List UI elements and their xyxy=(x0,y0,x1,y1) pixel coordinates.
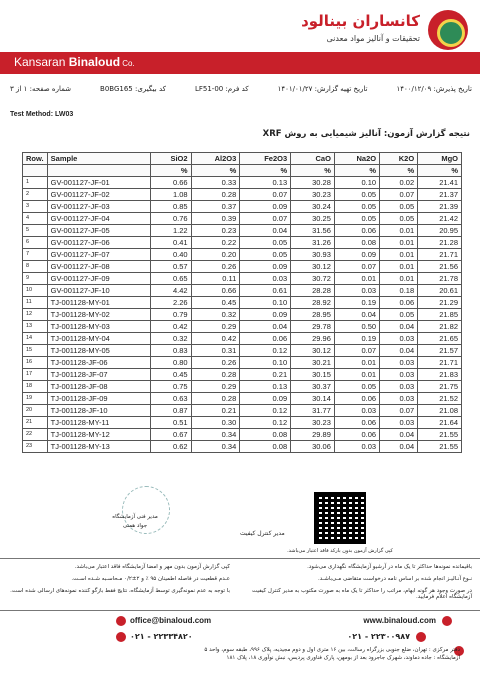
value-cell: 0.13 xyxy=(240,177,291,189)
value-cell: 21.57 xyxy=(418,345,462,357)
value-cell: 0.03 xyxy=(380,417,418,429)
table-row xyxy=(23,297,462,309)
unit-cell: % xyxy=(418,165,462,177)
row-number: 8 xyxy=(23,261,48,273)
table-row xyxy=(23,405,462,417)
value-cell: 0.23 xyxy=(191,225,240,237)
value-cell: 0.09 xyxy=(240,309,291,321)
sample-id: TJ-001128-JF-10 xyxy=(47,405,150,417)
sample-id: GV-001127-JF-01 xyxy=(47,177,150,189)
value-cell: 30.12 xyxy=(291,261,335,273)
table-row xyxy=(23,225,462,237)
sample-id: TJ-001128-JF-06 xyxy=(47,357,150,369)
table-row xyxy=(23,261,462,273)
value-cell: 0.61 xyxy=(240,285,291,297)
table-row xyxy=(23,345,462,357)
value-cell: 0.26 xyxy=(191,357,240,369)
row-number: 20 xyxy=(23,405,48,417)
column-header: SiO2 xyxy=(150,153,191,165)
value-cell: 28.28 xyxy=(291,285,335,297)
table-row xyxy=(23,369,462,381)
value-cell: 31.26 xyxy=(291,237,335,249)
value-cell: 30.25 xyxy=(291,213,335,225)
unit-cell xyxy=(23,165,48,177)
value-cell: 1.08 xyxy=(150,189,191,201)
value-cell: 30.28 xyxy=(291,177,335,189)
value-cell: 28.92 xyxy=(291,297,335,309)
sample-id: GV-001127-JF-08 xyxy=(47,261,150,273)
value-cell: 21.78 xyxy=(418,273,462,285)
value-cell: 0.13 xyxy=(240,381,291,393)
value-cell: 21.85 xyxy=(418,309,462,321)
sample-id: TJ-001128-JF-08 xyxy=(47,381,150,393)
row-number: 19 xyxy=(23,393,48,405)
value-cell: 30.23 xyxy=(291,189,335,201)
value-cell: 30.37 xyxy=(291,381,335,393)
value-cell: 0.03 xyxy=(380,369,418,381)
footer-divider xyxy=(0,610,480,611)
value-cell: 29.89 xyxy=(291,429,335,441)
row-number: 4 xyxy=(23,213,48,225)
value-cell: 21.82 xyxy=(418,321,462,333)
value-cell: 20.61 xyxy=(418,285,462,297)
value-cell: 0.03 xyxy=(240,273,291,285)
value-cell: 0.45 xyxy=(150,369,191,381)
table-units-row xyxy=(23,165,462,177)
brand-en-bold: Binaloud xyxy=(68,55,121,69)
value-cell: 0.85 xyxy=(150,201,191,213)
value-cell: 4.42 xyxy=(150,285,191,297)
value-cell: 0.03 xyxy=(380,381,418,393)
value-cell: 0.62 xyxy=(150,441,191,453)
table-row xyxy=(23,381,462,393)
value-cell: 0.18 xyxy=(380,285,418,297)
value-cell: 2.26 xyxy=(150,297,191,309)
quality-manager-label: مدیر کنترل کیفیت xyxy=(240,530,285,537)
value-cell: 0.01 xyxy=(380,273,418,285)
table-row xyxy=(23,189,462,201)
value-cell: 0.04 xyxy=(380,321,418,333)
note-left-3: با توجه به عدم نمونه‌گیری توسط آزمایشگاه، نتایج فقط بازگو کننده نمونه‌های ارسالی شده است. xyxy=(10,588,230,594)
row-number: 7 xyxy=(23,249,48,261)
value-cell: 21.55 xyxy=(418,441,462,453)
sample-id: GV-001127-JF-10 xyxy=(47,285,150,297)
value-cell: 21.39 xyxy=(418,201,462,213)
column-header: K2O xyxy=(380,153,418,165)
value-cell: 0.63 xyxy=(150,393,191,405)
unit-cell xyxy=(47,165,150,177)
brand-subtitle: تحقیقات و آنالیز مواد معدنی xyxy=(326,34,420,43)
sample-id: GV-001127-JF-05 xyxy=(47,225,150,237)
value-cell: 21.28 xyxy=(418,237,462,249)
test-method: Test Method: LW03 xyxy=(10,111,74,118)
row-number: 15 xyxy=(23,345,48,357)
value-cell: 0.20 xyxy=(191,249,240,261)
globe-icon xyxy=(442,616,452,626)
value-cell: 0.03 xyxy=(380,333,418,345)
company-logo xyxy=(428,10,468,50)
sample-id: TJ-001128-JF-09 xyxy=(47,393,150,405)
footer-tel-1: ۰۲۱ - ۲۲۳۰۰۹۸۷ xyxy=(347,632,410,641)
table-row xyxy=(23,321,462,333)
value-cell: 29.96 xyxy=(291,333,335,345)
column-header: Row. xyxy=(23,153,48,165)
table-row xyxy=(23,237,462,249)
email-icon xyxy=(116,616,126,626)
value-cell: 30.72 xyxy=(291,273,335,285)
value-cell: 0.19 xyxy=(334,297,379,309)
value-cell: 21.64 xyxy=(418,417,462,429)
table-row xyxy=(23,201,462,213)
qr-caption: کپی گزارش آزمون بدون بارکد فاقد اعتبار می‌باشد. xyxy=(287,548,393,554)
value-cell: 21.29 xyxy=(418,297,462,309)
brand-name-fa: کانساران بینالود xyxy=(301,12,420,30)
row-number: 12 xyxy=(23,309,48,321)
table-row xyxy=(23,285,462,297)
qr-code xyxy=(314,492,366,544)
value-cell: 21.65 xyxy=(418,333,462,345)
value-cell: 0.21 xyxy=(191,405,240,417)
value-cell: 0.04 xyxy=(380,429,418,441)
sample-id: GV-001127-JF-06 xyxy=(47,237,150,249)
value-cell: 1.22 xyxy=(150,225,191,237)
value-cell: 0.12 xyxy=(240,417,291,429)
notes-section xyxy=(10,560,472,610)
table-row xyxy=(23,417,462,429)
value-cell: 0.22 xyxy=(191,237,240,249)
value-cell: 0.06 xyxy=(380,297,418,309)
value-cell: 0.03 xyxy=(334,285,379,297)
phone-icon xyxy=(116,632,126,642)
value-cell: 0.03 xyxy=(380,357,418,369)
value-cell: 21.41 xyxy=(418,177,462,189)
value-cell: 0.09 xyxy=(240,201,291,213)
row-number: 6 xyxy=(23,237,48,249)
value-cell: 0.42 xyxy=(191,333,240,345)
meta-customer-code: کد بیگیری: B0BG165 xyxy=(100,85,166,93)
row-number: 18 xyxy=(23,381,48,393)
row-number: 9 xyxy=(23,273,48,285)
value-cell: 0.04 xyxy=(380,441,418,453)
value-cell: 0.87 xyxy=(150,405,191,417)
value-cell: 0.03 xyxy=(334,441,379,453)
value-cell: 0.19 xyxy=(334,333,379,345)
row-number: 13 xyxy=(23,321,48,333)
value-cell: 0.10 xyxy=(240,297,291,309)
lab-manager-label: مدیر فنی آزمایشگاه xyxy=(112,514,158,520)
value-cell: 0.07 xyxy=(240,189,291,201)
lab-manager-name: جواد همتی xyxy=(122,523,148,529)
row-number: 14 xyxy=(23,333,48,345)
value-cell: 0.09 xyxy=(240,261,291,273)
value-cell: 31.77 xyxy=(291,405,335,417)
sample-id: TJ-001128-MY-05 xyxy=(47,345,150,357)
value-cell: 0.05 xyxy=(380,309,418,321)
value-cell: 0.29 xyxy=(191,321,240,333)
footer-tel-2: ۰۲۱ - ۲۲۳۳۴۸۲۰ xyxy=(130,632,193,641)
footer-email[interactable]: office@binaloud.com xyxy=(130,616,212,625)
value-cell: 0.66 xyxy=(191,285,240,297)
value-cell: 0.03 xyxy=(380,393,418,405)
meta-page: شماره صفحه: ۱ از ۳ xyxy=(10,85,72,93)
value-cell: 21.55 xyxy=(418,429,462,441)
value-cell: 0.07 xyxy=(334,345,379,357)
table-row xyxy=(23,333,462,345)
note-right-1: باقیمانده نمونه‌ها حداکثر تا یک ماه در آرشیو آزمایشگاه نگهداری می‌شود. xyxy=(307,564,472,570)
value-cell: 0.05 xyxy=(334,189,379,201)
value-cell: 31.56 xyxy=(291,225,335,237)
value-cell: 0.09 xyxy=(334,249,379,261)
value-cell: 0.08 xyxy=(240,441,291,453)
note-left-2: عـدم قطعیت در فاصله اطمینان ۹۵ ٪ و ۲±۰/۲ مـحاسـبه شـده اسـت. xyxy=(71,576,230,582)
table-row xyxy=(23,429,462,441)
table-header-row xyxy=(23,153,462,165)
value-cell: 0.01 xyxy=(334,357,379,369)
value-cell: 0.66 xyxy=(150,177,191,189)
value-cell: 21.08 xyxy=(418,405,462,417)
value-cell: 0.05 xyxy=(334,381,379,393)
table-row xyxy=(23,357,462,369)
row-number: 16 xyxy=(23,357,48,369)
footer-address xyxy=(40,646,460,662)
value-cell: 0.05 xyxy=(334,213,379,225)
value-cell: 0.01 xyxy=(380,237,418,249)
value-cell: 0.10 xyxy=(240,357,291,369)
value-cell: 0.08 xyxy=(334,237,379,249)
table-body xyxy=(23,177,462,453)
sample-id: TJ-001128-MY-03 xyxy=(47,321,150,333)
sample-id: TJ-001128-JF-07 xyxy=(47,369,150,381)
row-number: 23 xyxy=(23,441,48,453)
brand-en-prefix: Kansaran xyxy=(14,55,69,69)
row-number: 2 xyxy=(23,189,48,201)
value-cell: 0.42 xyxy=(150,321,191,333)
value-cell: 0.29 xyxy=(191,381,240,393)
value-cell: 21.83 xyxy=(418,369,462,381)
value-cell: 0.06 xyxy=(240,333,291,345)
column-header: Sample xyxy=(47,153,150,165)
meta-form-code: کد فرم: LF51-00 xyxy=(194,85,249,93)
sample-id: GV-001127-JF-02 xyxy=(47,189,150,201)
value-cell: 0.50 xyxy=(334,321,379,333)
value-cell: 0.28 xyxy=(191,369,240,381)
value-cell: 0.05 xyxy=(240,249,291,261)
value-cell: 0.01 xyxy=(380,225,418,237)
value-cell: 0.76 xyxy=(150,213,191,225)
notes-divider xyxy=(0,558,480,559)
value-cell: 21.71 xyxy=(418,357,462,369)
value-cell: 0.75 xyxy=(150,381,191,393)
value-cell: 30.93 xyxy=(291,249,335,261)
column-header: MgO xyxy=(418,153,462,165)
value-cell: 0.79 xyxy=(150,309,191,321)
value-cell: 0.39 xyxy=(191,213,240,225)
value-cell: 0.57 xyxy=(150,261,191,273)
value-cell: 0.37 xyxy=(191,201,240,213)
meta-received: تاریخ پذیرش: ۱۴۰۰/۱۲/۰۹ xyxy=(396,85,472,93)
value-cell: 0.80 xyxy=(150,357,191,369)
value-cell: 0.06 xyxy=(334,393,379,405)
row-number: 11 xyxy=(23,297,48,309)
report-title: نتیجه گزارش آزمون: آنالیز شیمیایی به روش XRF xyxy=(262,129,470,139)
unit-cell: % xyxy=(191,165,240,177)
value-cell: 0.07 xyxy=(380,189,418,201)
phone-icon xyxy=(416,632,426,642)
value-cell: 0.30 xyxy=(191,417,240,429)
value-cell: 30.14 xyxy=(291,393,335,405)
value-cell: 0.06 xyxy=(334,429,379,441)
value-cell: 21.52 xyxy=(418,393,462,405)
value-cell: 0.04 xyxy=(334,309,379,321)
column-header: Fe2O3 xyxy=(240,153,291,165)
footer-website[interactable]: www.binaloud.com xyxy=(363,616,436,625)
value-cell: 0.10 xyxy=(334,177,379,189)
value-cell: 0.01 xyxy=(380,249,418,261)
value-cell: 0.01 xyxy=(380,261,418,273)
value-cell: 0.34 xyxy=(191,429,240,441)
value-cell: 0.04 xyxy=(240,225,291,237)
value-cell: 0.05 xyxy=(334,201,379,213)
row-number: 1 xyxy=(23,177,48,189)
value-cell: 0.51 xyxy=(150,417,191,429)
value-cell: 0.02 xyxy=(380,177,418,189)
value-cell: 0.06 xyxy=(334,417,379,429)
value-cell: 21.42 xyxy=(418,213,462,225)
brand-name-en xyxy=(14,55,135,69)
value-cell: 28.95 xyxy=(291,309,335,321)
results-table xyxy=(22,152,462,453)
column-header: Al2O3 xyxy=(191,153,240,165)
value-cell: 0.45 xyxy=(191,297,240,309)
value-cell: 0.21 xyxy=(240,369,291,381)
value-cell: 0.06 xyxy=(334,225,379,237)
value-cell: 0.05 xyxy=(380,213,418,225)
value-cell: 0.65 xyxy=(150,273,191,285)
sample-id: GV-001127-JF-09 xyxy=(47,273,150,285)
unit-cell: % xyxy=(240,165,291,177)
value-cell: 0.05 xyxy=(240,237,291,249)
note-right-3: در صورت وجود هر گونه ابهام، مراتب را حداکثر تا یک ماه به صورت مکتوب به مدیر کنترل کیفیت آزمایشگاه اعلام فرمایید. xyxy=(252,588,472,600)
table-row xyxy=(23,249,462,261)
row-number: 17 xyxy=(23,369,48,381)
value-cell: 21.71 xyxy=(418,249,462,261)
value-cell: 0.26 xyxy=(191,261,240,273)
unit-cell: % xyxy=(150,165,191,177)
row-number: 22 xyxy=(23,429,48,441)
unit-cell: % xyxy=(380,165,418,177)
address-office: دفتر مرکزی : تهران، ضلع جنوبی بزرگراه رسالت، بین ۱۶ متری اول و دوم مجیدیه، پلاک ۹۹۶، طبقه سوم، واحد ۵ xyxy=(204,647,460,653)
value-cell: 30.06 xyxy=(291,441,335,453)
value-cell: 0.12 xyxy=(240,405,291,417)
sample-id: TJ-001128-MY-04 xyxy=(47,333,150,345)
note-left-1: کپی گزارش آزمون بدون مهر و امضا آزمایشگاه فاقد اعتبار می‌باشد. xyxy=(74,564,230,570)
sample-id: GV-001127-JF-03 xyxy=(47,201,150,213)
value-cell: 21.75 xyxy=(418,381,462,393)
value-cell: 0.83 xyxy=(150,345,191,357)
unit-cell: % xyxy=(334,165,379,177)
sample-id: GV-001127-JF-04 xyxy=(47,213,150,225)
value-cell: 0.09 xyxy=(240,393,291,405)
value-cell: 0.28 xyxy=(191,393,240,405)
table-row xyxy=(23,213,462,225)
report-meta xyxy=(10,85,472,99)
value-cell: 0.04 xyxy=(240,321,291,333)
row-number: 21 xyxy=(23,417,48,429)
table-row xyxy=(23,441,462,453)
column-header: CaO xyxy=(291,153,335,165)
row-number: 3 xyxy=(23,201,48,213)
value-cell: 0.41 xyxy=(150,237,191,249)
sample-id: TJ-001128-MY-02 xyxy=(47,309,150,321)
value-cell: 30.21 xyxy=(291,357,335,369)
sample-id: TJ-001128-MY-13 xyxy=(47,441,150,453)
note-right-2: نـوع آنـالیـز انجام شده بر اساس نامه درخواست متقاضی مـی‌باشـد. xyxy=(318,576,472,582)
sample-id: TJ-001128-MY-11 xyxy=(47,417,150,429)
value-cell: 0.07 xyxy=(380,405,418,417)
meta-report-date: تاریخ تهیه گزارش: ۱۴۰۱/۰۱/۲۷ xyxy=(277,85,368,93)
table-row xyxy=(23,309,462,321)
value-cell: 30.24 xyxy=(291,201,335,213)
value-cell: 0.03 xyxy=(334,405,379,417)
value-cell: 0.34 xyxy=(191,441,240,453)
unit-cell: % xyxy=(291,165,335,177)
address-lab: آزمایشگاه : جاده دماوند، شهرک جاجرود بعد از بومهن، پارک فناوری پردیس، نبش نوآوری ۱۸، پلاک ۱۸۱ xyxy=(226,655,460,661)
table-row xyxy=(23,273,462,285)
table-row xyxy=(23,393,462,405)
value-cell: 30.23 xyxy=(291,417,335,429)
value-cell: 0.12 xyxy=(240,345,291,357)
value-cell: 21.56 xyxy=(418,261,462,273)
value-cell: 29.78 xyxy=(291,321,335,333)
value-cell: 0.01 xyxy=(334,369,379,381)
value-cell: 20.95 xyxy=(418,225,462,237)
value-cell: 0.07 xyxy=(240,213,291,225)
value-cell: 0.32 xyxy=(191,309,240,321)
table-row xyxy=(23,177,462,189)
value-cell: 0.04 xyxy=(380,345,418,357)
value-cell: 30.15 xyxy=(291,369,335,381)
value-cell: 0.05 xyxy=(380,201,418,213)
lab-signature-block xyxy=(100,513,170,531)
value-cell: 0.33 xyxy=(191,177,240,189)
sample-id: TJ-001128-MY-01 xyxy=(47,297,150,309)
brand-en-suffix: Co. xyxy=(120,59,135,68)
value-cell: 21.37 xyxy=(418,189,462,201)
value-cell: 0.31 xyxy=(191,345,240,357)
row-number: 5 xyxy=(23,225,48,237)
value-cell: 0.08 xyxy=(240,429,291,441)
value-cell: 0.01 xyxy=(334,273,379,285)
value-cell: 0.67 xyxy=(150,429,191,441)
value-cell: 0.32 xyxy=(150,333,191,345)
value-cell: 0.28 xyxy=(191,189,240,201)
value-cell: 0.40 xyxy=(150,249,191,261)
sample-id: TJ-001128-MY-12 xyxy=(47,429,150,441)
row-number: 10 xyxy=(23,285,48,297)
value-cell: 30.12 xyxy=(291,345,335,357)
sample-id: GV-001127-JF-07 xyxy=(47,249,150,261)
column-header: Na2O xyxy=(334,153,379,165)
value-cell: 0.11 xyxy=(191,273,240,285)
value-cell: 0.07 xyxy=(334,261,379,273)
